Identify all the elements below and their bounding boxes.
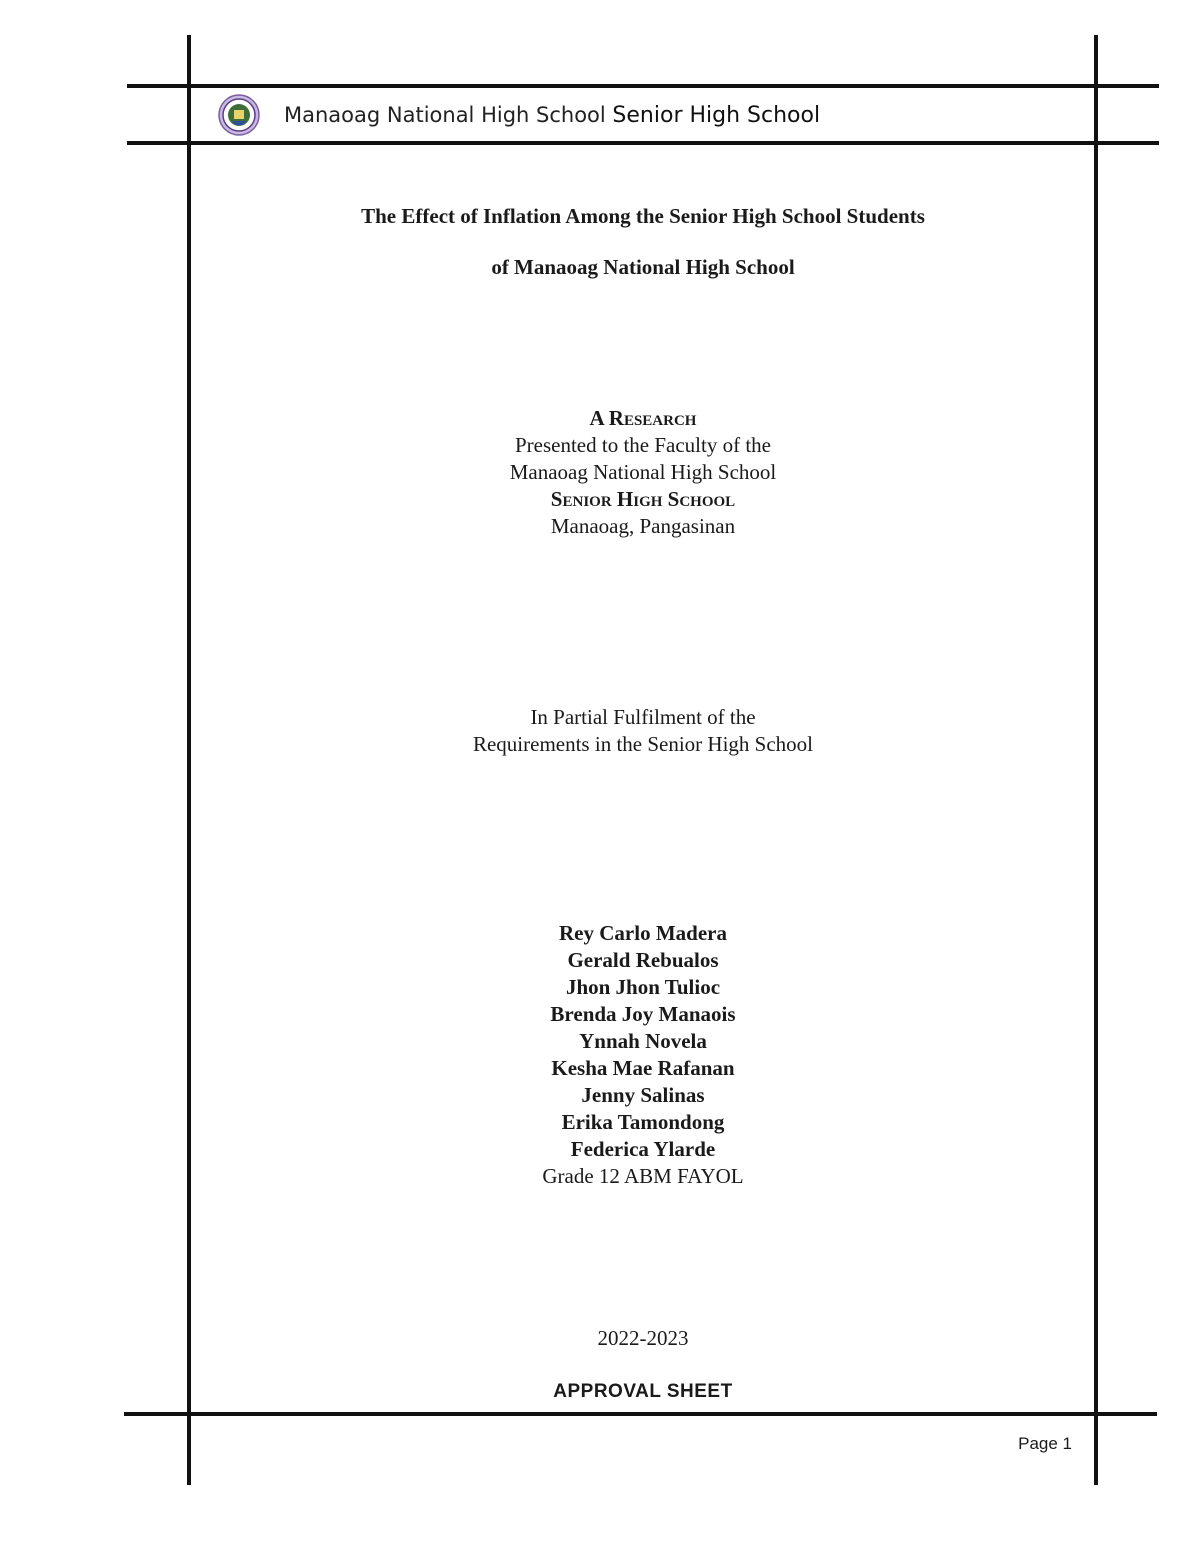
presentation-line-4: Manaoag, Pangasinan (550, 514, 736, 538)
presentation-line-3: Senior High School (550, 487, 736, 511)
header-bottom-line (127, 141, 1159, 145)
research-title-line-1: The Effect of Inflation Among the Senior High School Students (361, 204, 925, 228)
author-name: Jhon Jhon Tulioc (565, 975, 721, 999)
header-top-line (127, 84, 1159, 88)
author-name: Brenda Joy Manaois (550, 1002, 736, 1026)
presentation-block (190, 405, 1096, 540)
author-name: Jenny Salinas (581, 1083, 705, 1107)
author-name: Federica Ylarde (570, 1137, 716, 1161)
footer-line (124, 1412, 1157, 1416)
right-border-line (1094, 35, 1098, 1485)
research-title-line-2: of Manaoag National High School (491, 255, 795, 279)
fulfilment-line-2: Requirements in the Senior High School (472, 732, 814, 756)
fulfilment-block (190, 704, 1096, 758)
document-header (218, 94, 820, 136)
school-year: 2022-2023 (597, 1326, 689, 1350)
authors-block (190, 920, 1096, 1190)
author-name: Ynnah Novela (579, 1029, 707, 1053)
section-label: Grade 12 ABM FAYOL (542, 1164, 744, 1188)
presentation-line-1: Presented to the Faculty of the (514, 433, 772, 457)
page-number: Page 1 (1018, 1434, 1072, 1453)
presentation-line-2: Manaoag National High School (509, 460, 777, 484)
author-name: Rey Carlo Madera (559, 921, 727, 945)
school-seal-icon (218, 94, 260, 136)
header-school-name: Manaoag National High School (284, 102, 606, 127)
approval-sheet-heading: APPROVAL SHEET (553, 1381, 733, 1402)
author-name: Kesha Mae Rafanan (551, 1056, 735, 1080)
author-name: Erika Tamondong (561, 1110, 725, 1134)
presentation-heading: A Research (589, 406, 697, 430)
fulfilment-line-1: In Partial Fulfilment of the (530, 705, 756, 729)
left-border-line (187, 35, 191, 1485)
header-title (284, 103, 820, 128)
author-name: Gerald Rebualos (567, 948, 719, 972)
header-school-strand: Senior High School (612, 102, 821, 128)
